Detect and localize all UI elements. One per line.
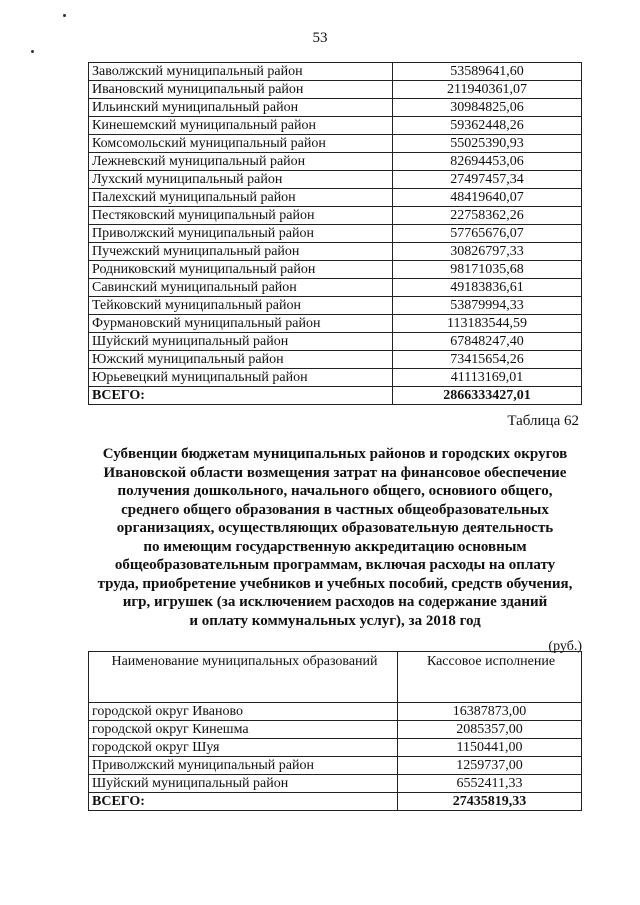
table-row — [89, 207, 582, 225]
row-name: Юрьевецкий муниципальный район — [89, 369, 393, 387]
row-name: Пестяковский муниципальный район — [89, 207, 393, 225]
row-value: 27497457,34 — [393, 171, 582, 189]
row-value: 211940361,07 — [393, 81, 582, 99]
table-row — [89, 171, 582, 189]
row-name: Савинский муниципальный район — [89, 279, 393, 297]
row-name: Пучежский муниципальный район — [89, 243, 393, 261]
table-row — [89, 99, 582, 117]
table1-total-value: 2866333427,01 — [393, 387, 582, 405]
row-name: Палехский муниципальный район — [89, 189, 393, 207]
row-value: 16387873,00 — [398, 703, 582, 721]
row-value: 2085357,00 — [398, 721, 582, 739]
title-line: труда, приобретение учебников и учебных пособий, средств обучения, — [97, 575, 573, 592]
table-row — [89, 721, 582, 739]
row-name: городской округ Шуя — [89, 739, 398, 757]
row-name: Заволжский муниципальный район — [89, 63, 393, 81]
row-name: Лухский муниципальный район — [89, 171, 393, 189]
row-name: Приволжский муниципальный район — [89, 225, 393, 243]
row-value: 41113169,01 — [393, 369, 582, 387]
row-name: Лежневский муниципальный район — [89, 153, 393, 171]
table-row — [89, 315, 582, 333]
row-name: Ивановский муниципальный район — [89, 81, 393, 99]
row-value: 59362448,26 — [393, 117, 582, 135]
row-name: Фурмановский муниципальный район — [89, 315, 393, 333]
title-line: общеобразовательным программам, включая расходы на оплату — [114, 557, 556, 573]
title-line: игр, игрушек (за исключением расходов на содержание зданий — [122, 594, 548, 610]
table-row — [89, 243, 582, 261]
title-line: организациях, осуществляющих образовательную деятельность — [116, 520, 554, 536]
row-name: Родниковский муниципальный район — [89, 261, 393, 279]
row-value: 98171035,68 — [393, 261, 582, 279]
table2-header-row — [89, 652, 582, 703]
title-line: среднего общего образования в частных общеобразовательных — [121, 501, 549, 518]
row-name: Южский муниципальный район — [89, 351, 393, 369]
table-row — [89, 225, 582, 243]
table-row — [89, 369, 582, 387]
table-row — [89, 63, 582, 81]
table-row — [89, 297, 582, 315]
row-name: Кинешемский муниципальный район — [89, 117, 393, 135]
table-row — [89, 153, 582, 171]
table1-total-label: ВСЕГО: — [89, 387, 393, 405]
table-row — [89, 703, 582, 721]
title-line: и оплату коммунальных услуг), за 2018 год — [189, 612, 481, 629]
title-line: Субвенции бюджетам муниципальных районов и городских округов — [102, 446, 568, 462]
row-value: 55025390,93 — [393, 135, 582, 153]
row-value: 49183836,61 — [393, 279, 582, 297]
row-value: 57765676,07 — [393, 225, 582, 243]
row-name: Шуйский муниципальный район — [89, 775, 398, 793]
row-value: 48419640,07 — [393, 189, 582, 207]
table2-body — [89, 703, 582, 793]
table-row — [89, 775, 582, 793]
row-value: 67848247,40 — [393, 333, 582, 351]
table2-total-label: ВСЕГО: — [89, 793, 398, 811]
row-value: 30826797,33 — [393, 243, 582, 261]
row-value: 82694453,06 — [393, 153, 582, 171]
title-line: по имеющим государственную аккредитацию основным — [143, 538, 527, 555]
row-name: Шуйский муниципальный район — [89, 333, 393, 351]
table-row — [89, 739, 582, 757]
table-row — [89, 333, 582, 351]
table-row — [89, 261, 582, 279]
document-title — [80, 445, 590, 630]
title-line: Ивановской области возмещения затрат на финансовое обеспечение — [103, 464, 567, 481]
row-name: Комсомольский муниципальный район — [89, 135, 393, 153]
table-row — [89, 117, 582, 135]
row-value: 1259737,00 — [398, 757, 582, 775]
table-row — [89, 81, 582, 99]
table2-total-value: 27435819,33 — [398, 793, 582, 811]
column-header-name: Наименование муниципальных образований — [89, 652, 398, 703]
table1-total-row — [89, 387, 582, 405]
table-row — [89, 757, 582, 775]
row-value: 22758362,26 — [393, 207, 582, 225]
row-value: 6552411,33 — [398, 775, 582, 793]
row-value: 73415654,26 — [393, 351, 582, 369]
row-value: 53589641,60 — [393, 63, 582, 81]
row-name: Ильинский муниципальный район — [89, 99, 393, 117]
row-name: городской округ Иваново — [89, 703, 398, 721]
row-value: 113183544,59 — [393, 315, 582, 333]
table-row — [89, 189, 582, 207]
table-row — [89, 351, 582, 369]
row-name: Тейковский муниципальный район — [89, 297, 393, 315]
municipal-districts-table — [88, 62, 582, 405]
title-line: получения дошкольного, начального общего, основиого общего, — [117, 483, 553, 499]
table-row — [89, 279, 582, 297]
subventions-table — [88, 651, 582, 811]
scan-speck — [63, 14, 66, 17]
table-row — [89, 135, 582, 153]
row-value: 30984825,06 — [393, 99, 582, 117]
row-name: Приволжский муниципальный район — [89, 757, 398, 775]
page-number: 53 — [312, 30, 328, 46]
row-value: 53879994,33 — [393, 297, 582, 315]
row-value: 1150441,00 — [398, 739, 582, 757]
table-caption: Таблица 62 — [507, 413, 579, 429]
column-header-value: Кассовое исполнение — [398, 652, 582, 703]
table2-total-row — [89, 793, 582, 811]
row-name: городской округ Кинешма — [89, 721, 398, 739]
scan-speck — [31, 50, 34, 53]
unit-label: (руб.) — [548, 639, 582, 654]
table1-body — [89, 63, 582, 387]
